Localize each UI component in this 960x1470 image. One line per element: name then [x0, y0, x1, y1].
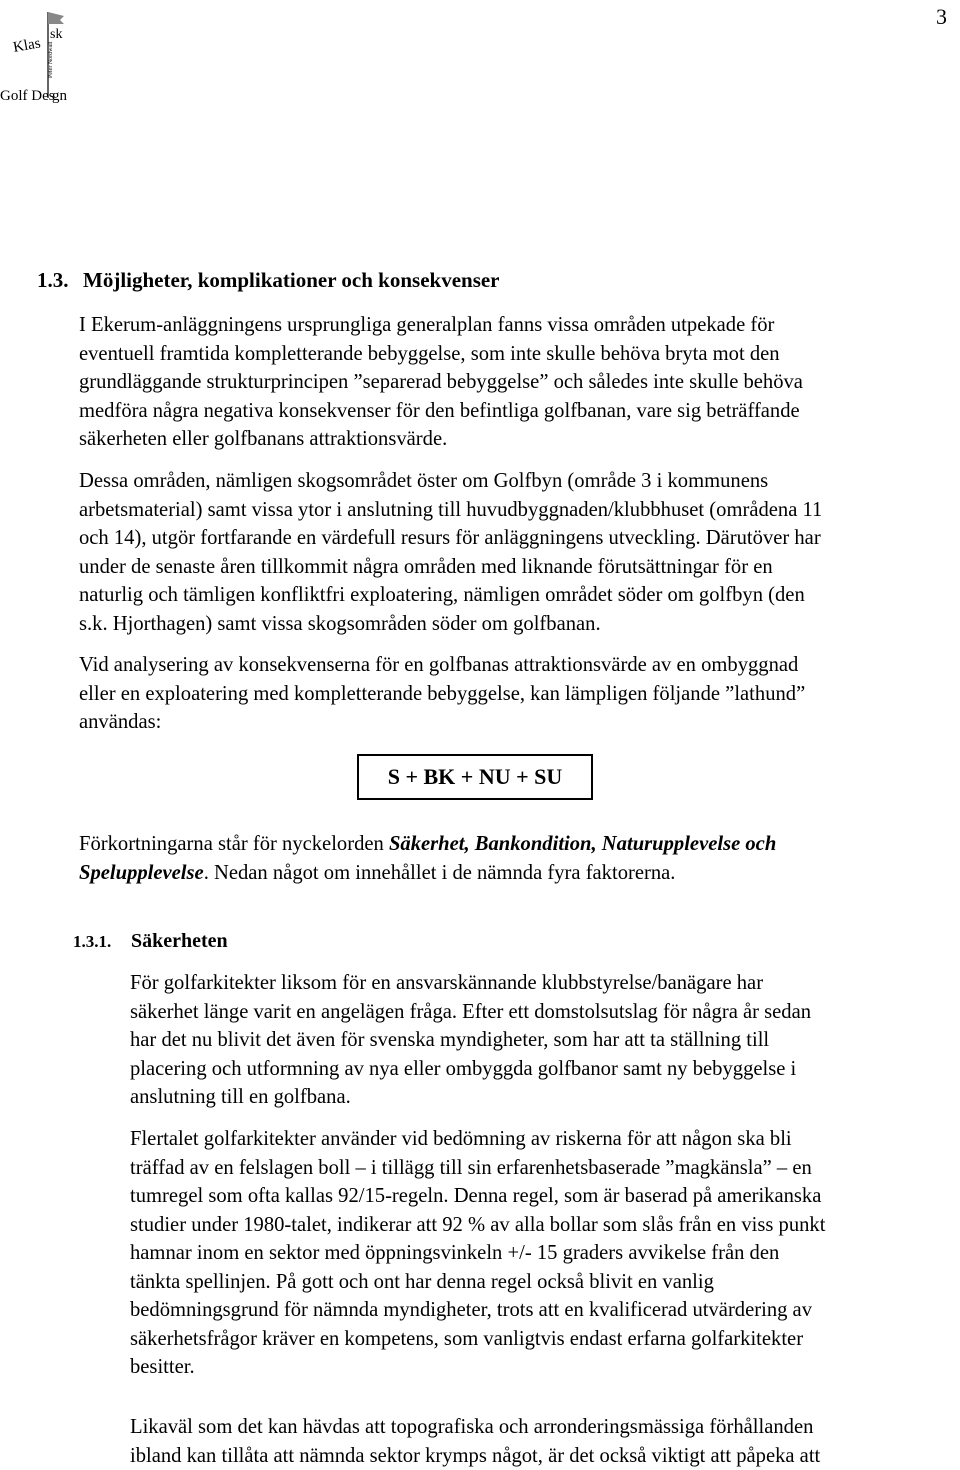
keywords-emphasis: Säkerhet, Bankondition, Naturupplevelse och	[389, 833, 776, 855]
logo	[0, 8, 72, 106]
paragraph-7	[130, 1413, 960, 1470]
text-line: ibland kan tillåta att nämnda sektor krymps något, är det också viktigt att påpeka att	[130, 1442, 960, 1470]
text-line: tumregel som ofta kallas 92/15-regeln. Denna regel, som är baserad på amerikanska	[130, 1182, 960, 1211]
text-line: tänkta spellinjen. På gott och ont har denna regel också blivit en vanlig	[130, 1268, 960, 1297]
subsection-number: 1.3.1.	[73, 932, 131, 952]
text-line: Flertalet golfarkitekter använder vid bedömning av riskerna för att någon ska bli	[130, 1125, 960, 1154]
text-line: arbetsmaterial) samt vissa ytor i anslutning till huvudbyggnaden/klubbhuset (områdena 11	[79, 496, 959, 525]
text-line: hamnar inom en sektor med öppningsvinkeln +/- 15 graders avvikelse från den	[130, 1239, 960, 1268]
formula-box: S + BK + NU + SU	[357, 754, 593, 800]
text-line: säkerhetsfrågor kräver en kompetens, som vanligtvis endast erfarna golfarkitekter	[130, 1325, 960, 1354]
text-line: s.k. Hjorthagen) samt vissa skogsområden söder om golfbanan.	[79, 610, 959, 639]
text-line: träffad av en felslagen boll – i tillägg till sin erfarenhetsbaserade ”magkänsla” – en	[130, 1154, 960, 1183]
svg-text:Peter Nordwall: Peter Nordwall	[48, 41, 54, 78]
text-line: eller en exploatering med kompletterande bebyggelse, kan lämpligen följande ”lathund”	[79, 680, 959, 709]
text-line: medföra några negativa konsekvenser för den befintliga golfbanan, vare sig beträffande	[79, 397, 959, 426]
text-fragment: Förkortningarna står för nyckelorden	[79, 833, 389, 855]
text-line: besitter.	[130, 1353, 960, 1382]
text-line: För golfarkitekter liksom för en ansvarskännande klubbstyrelse/banägare har	[130, 969, 960, 998]
text-line: har det nu blivit det även för svenska myndigheter, som har att ta ställning till	[130, 1026, 960, 1055]
text-line: grundläggande strukturprincipen ”separerad bebyggelse” och således inte skulle behöva	[79, 368, 959, 397]
text-line: Likaväl som det kan hävdas att topografiska och arronderingsmässiga förhållanden	[130, 1413, 960, 1442]
paragraph-5	[130, 969, 960, 1112]
text-line	[79, 830, 959, 859]
text-line: Vid analysering av konsekvenserna för en golfbanas attraktionsvärde av en ombyggnad	[79, 651, 959, 680]
text-line: eventuell framtida kompletterande bebyggelse, som inte skulle behöva bryta mot den	[79, 340, 959, 369]
section-title: Möjligheter, komplikationer och konsekvenser	[83, 268, 500, 292]
text-line: användas:	[79, 708, 959, 737]
text-line: säkerheten eller golfbanans attraktionsvärde.	[79, 425, 959, 454]
svg-text:Golf Des: Golf Des	[0, 88, 55, 104]
text-line: bedömningsgrund för nämnda myndigheter, trots att en kvalificerad utvärdering av	[130, 1296, 960, 1325]
text-line: studier under 1980-talet, indikerar att 92 % av alla bollar som slås från en viss punkt	[130, 1211, 960, 1240]
svg-text:sk: sk	[50, 27, 62, 42]
svg-text:gn: gn	[52, 88, 68, 104]
text-line: Dessa områden, nämligen skogsområdet öster om Golfbyn (område 3 i kommunens	[79, 467, 959, 496]
page-number: 3	[936, 4, 947, 30]
paragraph-3	[79, 651, 959, 737]
section-number: 1.3.	[37, 268, 83, 293]
golf-flag-icon	[0, 8, 72, 106]
paragraph-6	[130, 1125, 960, 1382]
text-line: anslutning till en golfbana.	[130, 1083, 960, 1112]
keyword-emphasis: Spelupplevelse	[79, 862, 204, 884]
text-line: under de senaste åren tillkommit några områden med liknande förutsättningar för en	[79, 553, 959, 582]
text-line: I Ekerum-anläggningens ursprungliga generalplan fanns vissa områden utpekade för	[79, 311, 959, 340]
text-fragment: . Nedan något om innehållet i de nämnda fyra faktorerna.	[204, 862, 676, 884]
text-line	[79, 859, 959, 888]
text-line: säkerhet länge varit en angelägen fråga. Efter ett domstolsutslag för några år sedan	[130, 998, 960, 1027]
subsection-heading	[73, 930, 228, 953]
paragraph-1	[79, 311, 959, 454]
subsection-title: Säkerheten	[131, 930, 228, 952]
text-line: och 14), utgör fortfarande en värdefull resurs för anläggningens utveckling. Därutöver har	[79, 524, 959, 553]
text-line: placering och utformning av nya eller ombyggda golfbanor samt ny bebyggelse i	[130, 1055, 960, 1084]
section-heading	[37, 268, 500, 293]
svg-text:Klas: Klas	[12, 35, 42, 56]
paragraph-2	[79, 467, 959, 638]
text-line: naturlig och tämligen konfliktfri exploatering, nämligen området söder om golfbyn (den	[79, 581, 959, 610]
paragraph-4	[79, 830, 959, 887]
